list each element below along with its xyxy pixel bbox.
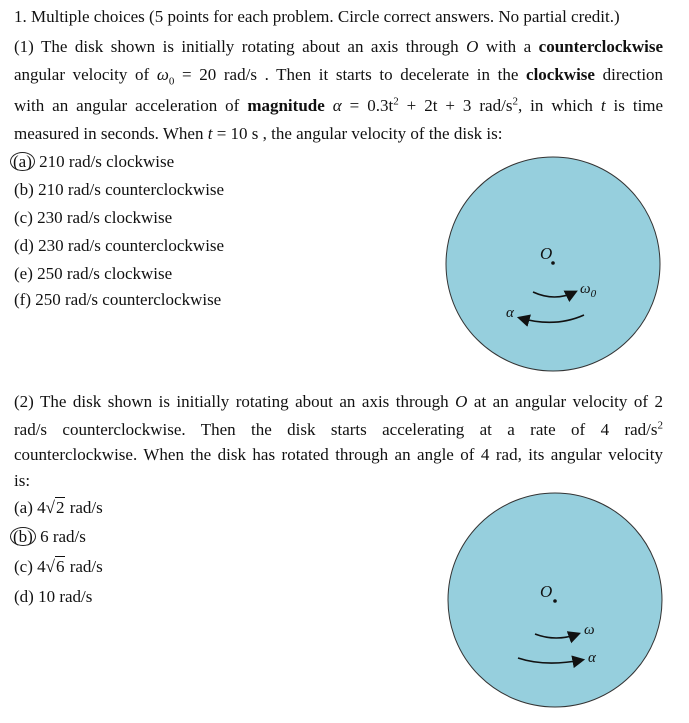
fig2-center-label: O: [540, 582, 553, 601]
fig2-omega-label: ω: [584, 622, 595, 638]
p1-option-a[interactable]: (a) 210 rad/s clockwise: [14, 152, 174, 172]
section-heading: 1. Multiple choices (5 points for each problem. Circle correct answers. No partial credit.): [14, 7, 620, 26]
p1-option-c[interactable]: (c) 230 rad/s clockwise: [14, 208, 173, 227]
p2-option-b[interactable]: (b) 6 rad/s: [14, 527, 86, 547]
fig1-alpha-label: α: [506, 305, 514, 321]
p1-line-2: angular velocity of $\omega_0 = 20$ rad/s . Then it starts to decelerate in the clockwise direction: [14, 65, 664, 88]
disk-figure-2: [448, 493, 662, 707]
p1-line-3: with an angular acceleration of magnitude $\alpha = 0.3t^2 + 2t + 3$ rad/$s^2$, in which t is time: [14, 95, 664, 115]
p2-option-a[interactable]: (a) 4√2 rad/s: [14, 498, 103, 517]
p1-option-e[interactable]: (e) 250 rad/s clockwise: [14, 264, 173, 283]
p1-line-1: (1) The disk shown is initially rotating about an axis through O with a counterclockwise: [14, 37, 663, 56]
p2-option-c[interactable]: (c) 4√6 rad/s: [14, 557, 103, 576]
p1-option-b[interactable]: (b) 210 rad/s counterclockwise: [14, 180, 225, 199]
p2-line-4: is:: [14, 471, 31, 490]
fig2-alpha-label: α: [588, 650, 596, 666]
p1-option-f[interactable]: (f) 250 rad/s counterclockwise: [14, 290, 222, 309]
p2-line-2: rad/s counterclockwise. Then the disk starts accelerating at a rate of 4 rad/$s^2$: [14, 419, 663, 439]
p2-line-1: (2) The disk shown is initially rotating about an axis through O at an angular velocity of 2: [14, 392, 664, 411]
p1-option-d[interactable]: (d) 230 rad/s counterclockwise: [14, 236, 225, 255]
fig1-omega-label: $\omega_0$: [580, 281, 597, 300]
p2-line-3: counterclockwise. When the disk has rotated through an angle of 4 rad, its angular velocity: [14, 445, 663, 464]
p1-line-4: measured in seconds. When t = 10 s , the angular velocity of the disk is:: [14, 124, 503, 143]
p2-option-d[interactable]: (d) 10 rad/s: [14, 587, 93, 606]
disk-figure-1: [446, 157, 660, 371]
fig1-center-label: O: [540, 244, 553, 263]
